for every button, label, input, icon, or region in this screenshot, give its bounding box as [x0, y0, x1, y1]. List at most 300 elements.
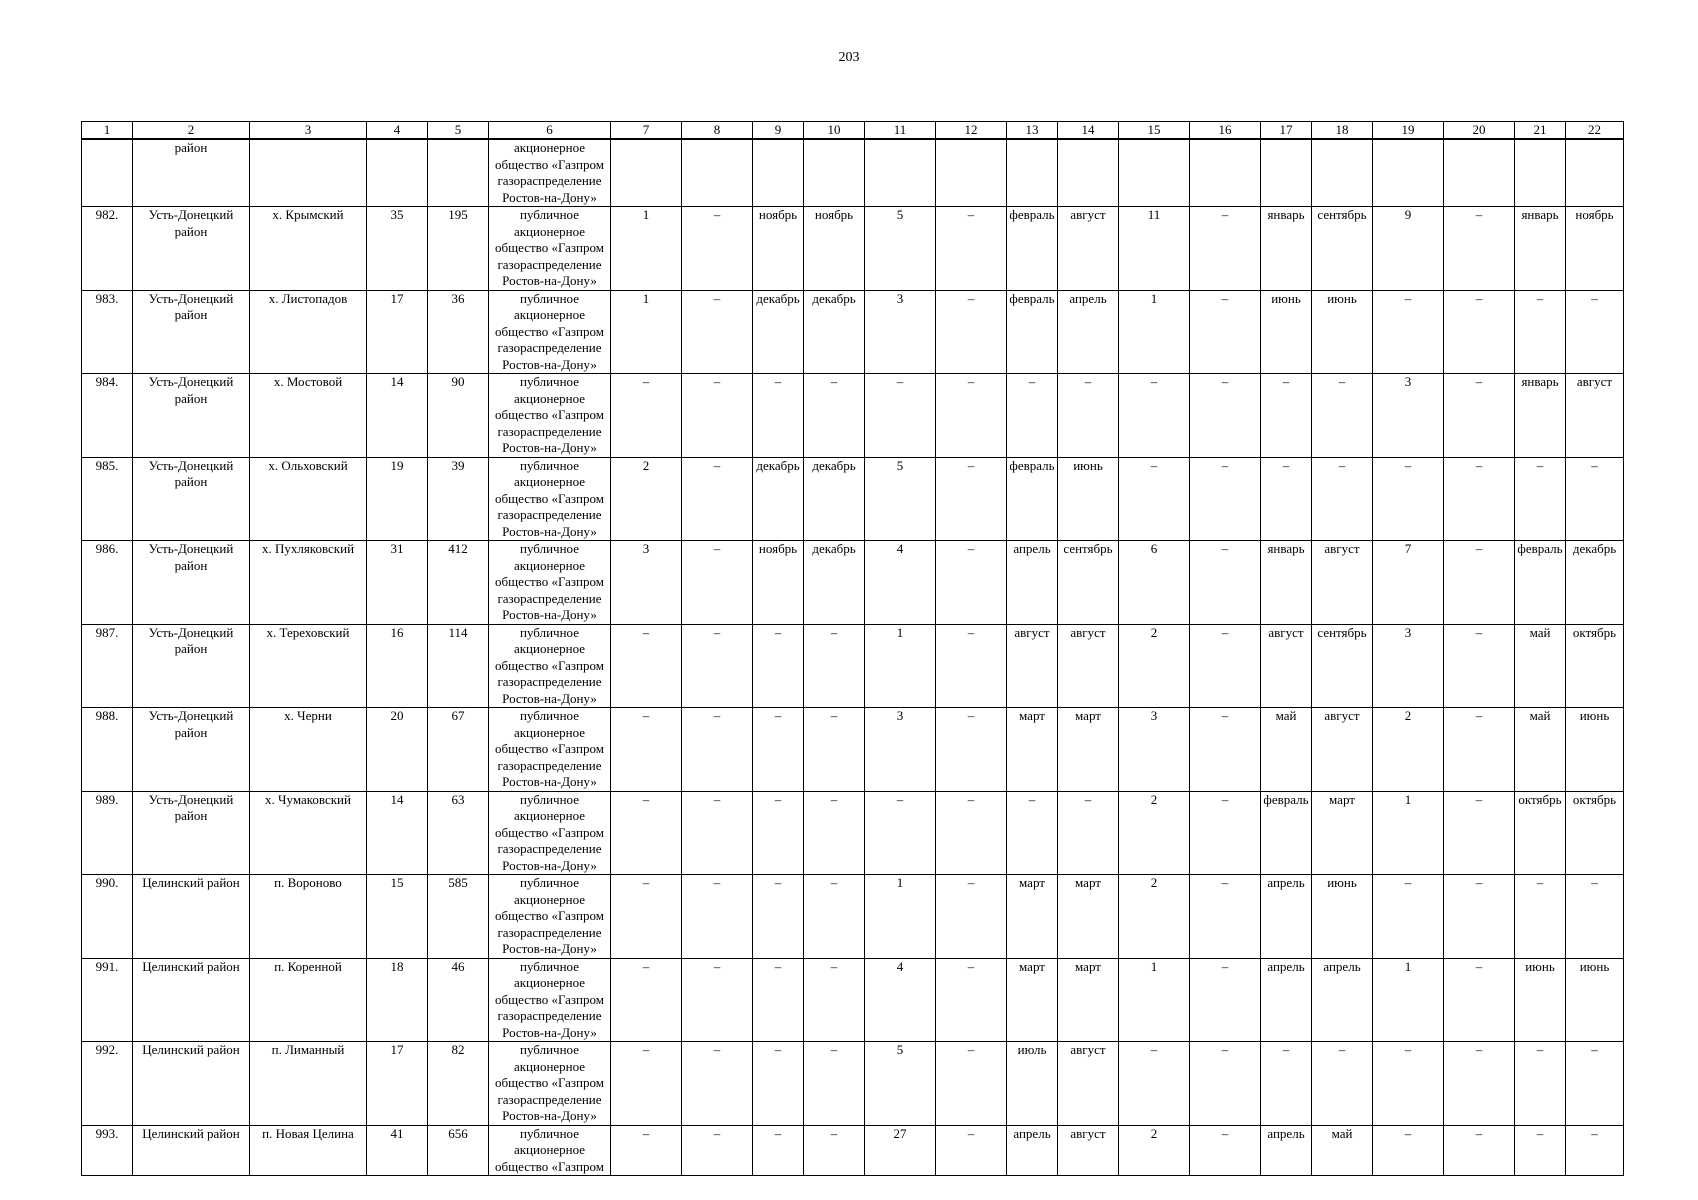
cell: – [611, 624, 682, 708]
cell: 1 [1373, 791, 1444, 875]
settlement-cell: х. Чумаковский [250, 791, 367, 875]
cell: сентябрь [1312, 624, 1373, 708]
cell [250, 139, 367, 207]
cell: – [1373, 875, 1444, 959]
table-row [82, 541, 1624, 625]
cell: – [1190, 624, 1261, 708]
cell: – [753, 708, 804, 792]
cell: – [1190, 708, 1261, 792]
cell: 41 [367, 1125, 428, 1176]
cell [865, 139, 936, 207]
cell: – [753, 958, 804, 1042]
cell: 17 [367, 1042, 428, 1126]
cell [611, 139, 682, 207]
owner-cell: акционерное общество «Газпром газораспределение Ростов-на-Дону» [489, 139, 611, 207]
cell: 46 [428, 958, 489, 1042]
cell: – [1515, 1125, 1566, 1176]
cell: – [1190, 374, 1261, 458]
cell: 195 [428, 207, 489, 291]
cell: май [1515, 708, 1566, 792]
cell: январь [1515, 207, 1566, 291]
cell [1007, 139, 1058, 207]
cell: – [804, 1125, 865, 1176]
column-number-header: 14 [1058, 122, 1119, 140]
cell: декабрь [1566, 541, 1624, 625]
owner-cell: публичное акционерное общество «Газпром газораспределение Ростов-на-Дону» [489, 541, 611, 625]
column-number-header: 4 [367, 122, 428, 140]
cell: – [1007, 374, 1058, 458]
cell: 39 [428, 457, 489, 541]
cell [936, 139, 1007, 207]
cell: – [1190, 541, 1261, 625]
cell: – [611, 1125, 682, 1176]
cell: – [804, 875, 865, 959]
cell: декабрь [753, 290, 804, 374]
cell: – [1190, 958, 1261, 1042]
cell: – [1444, 207, 1515, 291]
owner-cell: публичное акционерное общество «Газпром газораспределение Ростов-на-Дону» [489, 207, 611, 291]
cell: апрель [1058, 290, 1119, 374]
table-row [82, 875, 1624, 959]
cell: – [936, 541, 1007, 625]
cell: 9 [1373, 207, 1444, 291]
cell: 27 [865, 1125, 936, 1176]
cell: – [1190, 875, 1261, 959]
cell [1444, 139, 1515, 207]
cell [1312, 139, 1373, 207]
cell: ноябрь [753, 541, 804, 625]
column-number-header: 8 [682, 122, 753, 140]
district-cell: Целинский район [133, 875, 250, 959]
cell: 5 [865, 457, 936, 541]
cell: 4 [865, 541, 936, 625]
settlement-cell: п. Вороново [250, 875, 367, 959]
row-number-cell: 987. [82, 624, 133, 708]
table-row [82, 207, 1624, 291]
cell: август [1058, 1042, 1119, 1126]
cell: июнь [1261, 290, 1312, 374]
cell: 5 [865, 1042, 936, 1126]
column-number-header: 6 [489, 122, 611, 140]
cell: февраль [1007, 207, 1058, 291]
cell: – [611, 791, 682, 875]
cell: – [1444, 1042, 1515, 1126]
settlement-cell: х. Черни [250, 708, 367, 792]
cell: – [936, 1125, 1007, 1176]
cell: 4 [865, 958, 936, 1042]
cell: август [1312, 708, 1373, 792]
cell: март [1007, 875, 1058, 959]
cell: – [1261, 457, 1312, 541]
continuation-row [82, 139, 1624, 207]
cell: – [804, 708, 865, 792]
district-cell: Целинский район [133, 1042, 250, 1126]
cell: 90 [428, 374, 489, 458]
cell [367, 139, 428, 207]
cell: – [753, 624, 804, 708]
cell: август [1261, 624, 1312, 708]
cell: 82 [428, 1042, 489, 1126]
cell [1058, 139, 1119, 207]
cell: – [611, 875, 682, 959]
cell: – [936, 624, 1007, 708]
cell: 20 [367, 708, 428, 792]
cell [1515, 139, 1566, 207]
cell: 1 [1373, 958, 1444, 1042]
cell: 2 [611, 457, 682, 541]
cell: 31 [367, 541, 428, 625]
cell: 1 [611, 290, 682, 374]
cell: август [1312, 541, 1373, 625]
cell: – [804, 1042, 865, 1126]
cell: октябрь [1566, 624, 1624, 708]
cell: сентябрь [1312, 207, 1373, 291]
column-number-header: 3 [250, 122, 367, 140]
owner-cell: публичное акционерное общество «Газпром газораспределение Ростов-на-Дону» [489, 958, 611, 1042]
cell: март [1312, 791, 1373, 875]
column-number-header: 15 [1119, 122, 1190, 140]
column-number-header: 13 [1007, 122, 1058, 140]
table-row [82, 290, 1624, 374]
owner-cell: публичное акционерное общество «Газпром газораспределение Ростов-на-Дону» [489, 875, 611, 959]
cell: – [1190, 290, 1261, 374]
district-cell: Усть-Донецкий район [133, 457, 250, 541]
cell: – [1261, 374, 1312, 458]
cell: – [682, 207, 753, 291]
cell: август [1058, 207, 1119, 291]
cell: – [1444, 374, 1515, 458]
cell: – [1444, 624, 1515, 708]
cell: – [936, 1042, 1007, 1126]
cell: – [682, 374, 753, 458]
cell: – [804, 958, 865, 1042]
column-number-header: 21 [1515, 122, 1566, 140]
cell: 5 [865, 207, 936, 291]
cell: май [1312, 1125, 1373, 1176]
cell: 585 [428, 875, 489, 959]
cell: апрель [1261, 875, 1312, 959]
cell: – [682, 624, 753, 708]
settlement-cell: х. Мостовой [250, 374, 367, 458]
cell: – [865, 374, 936, 458]
cell [1566, 139, 1624, 207]
cell: – [936, 708, 1007, 792]
owner-cell: публичное акционерное общество «Газпром газораспределение Ростов-на-Дону» [489, 1042, 611, 1126]
table-row [82, 958, 1624, 1042]
row-number-cell: 983. [82, 290, 133, 374]
cell: апрель [1312, 958, 1373, 1042]
cell: – [936, 290, 1007, 374]
cell: – [1373, 457, 1444, 541]
column-number-header: 12 [936, 122, 1007, 140]
cell: декабрь [753, 457, 804, 541]
district-cell: район [133, 139, 250, 207]
cell [82, 139, 133, 207]
settlement-cell: х. Пухляковский [250, 541, 367, 625]
column-number-header: 11 [865, 122, 936, 140]
cell: май [1515, 624, 1566, 708]
settlement-cell: п. Лиманный [250, 1042, 367, 1126]
cell: – [1007, 791, 1058, 875]
cell: 2 [1119, 875, 1190, 959]
cell: январь [1261, 207, 1312, 291]
cell: август [1058, 1125, 1119, 1176]
column-number-header: 22 [1566, 122, 1624, 140]
cell: 3 [611, 541, 682, 625]
table-row [82, 708, 1624, 792]
column-number-header: 18 [1312, 122, 1373, 140]
cell [804, 139, 865, 207]
row-number-cell: 984. [82, 374, 133, 458]
cell: 3 [1373, 374, 1444, 458]
cell: – [1566, 290, 1624, 374]
district-cell: Целинский район [133, 1125, 250, 1176]
cell: март [1007, 708, 1058, 792]
cell: – [1444, 708, 1515, 792]
cell: – [1566, 1125, 1624, 1176]
cell: июнь [1312, 875, 1373, 959]
cell: – [1444, 958, 1515, 1042]
cell: март [1058, 875, 1119, 959]
cell: 412 [428, 541, 489, 625]
row-number-cell: 985. [82, 457, 133, 541]
cell: 35 [367, 207, 428, 291]
cell: февраль [1007, 457, 1058, 541]
owner-cell: публичное акционерное общество «Газпром газораспределение Ростов-на-Дону» [489, 374, 611, 458]
cell: – [682, 1125, 753, 1176]
cell [1119, 139, 1190, 207]
cell: ноябрь [753, 207, 804, 291]
settlement-cell: х. Тереховский [250, 624, 367, 708]
cell: апрель [1261, 1125, 1312, 1176]
cell: июнь [1515, 958, 1566, 1042]
cell: апрель [1261, 958, 1312, 1042]
cell: – [1373, 1125, 1444, 1176]
cell: 1 [865, 875, 936, 959]
cell: сентябрь [1058, 541, 1119, 625]
cell: декабрь [804, 457, 865, 541]
cell: – [1312, 457, 1373, 541]
cell: 18 [367, 958, 428, 1042]
cell: – [1444, 875, 1515, 959]
cell: апрель [1007, 541, 1058, 625]
cell [753, 139, 804, 207]
cell: июнь [1566, 708, 1624, 792]
cell: – [611, 374, 682, 458]
cell: – [1515, 457, 1566, 541]
cell: 63 [428, 791, 489, 875]
cell: 3 [865, 290, 936, 374]
cell: – [936, 374, 1007, 458]
cell: 2 [1119, 791, 1190, 875]
cell: – [936, 958, 1007, 1042]
cell: ноябрь [804, 207, 865, 291]
cell: – [1312, 1042, 1373, 1126]
cell: – [936, 207, 1007, 291]
cell: июнь [1312, 290, 1373, 374]
cell: – [682, 791, 753, 875]
cell: – [1312, 374, 1373, 458]
column-number-header: 7 [611, 122, 682, 140]
cell: – [936, 875, 1007, 959]
cell [1190, 139, 1261, 207]
table-row [82, 791, 1624, 875]
cell: – [1058, 374, 1119, 458]
row-number-cell: 982. [82, 207, 133, 291]
cell: – [1190, 1042, 1261, 1126]
cell: март [1007, 958, 1058, 1042]
district-cell: Целинский район [133, 958, 250, 1042]
cell: апрель [1007, 1125, 1058, 1176]
cell: – [682, 958, 753, 1042]
cell: – [1261, 1042, 1312, 1126]
cell: – [804, 374, 865, 458]
cell: июнь [1058, 457, 1119, 541]
cell: 1 [865, 624, 936, 708]
page-number: 203 [838, 50, 860, 65]
settlement-cell: п. Новая Целина [250, 1125, 367, 1176]
row-number-cell: 989. [82, 791, 133, 875]
cell: 6 [1119, 541, 1190, 625]
column-number-header: 5 [428, 122, 489, 140]
cell: – [611, 708, 682, 792]
district-cell: Усть-Донецкий район [133, 624, 250, 708]
owner-cell: публичное акционерное общество «Газпром газораспределение Ростов-на-Дону» [489, 624, 611, 708]
table-row [82, 457, 1624, 541]
cell: 15 [367, 875, 428, 959]
cell: 2 [1119, 1125, 1190, 1176]
cell: 2 [1373, 708, 1444, 792]
cell: 14 [367, 374, 428, 458]
cell: – [1190, 457, 1261, 541]
district-cell: Усть-Донецкий район [133, 207, 250, 291]
cell [428, 139, 489, 207]
cell: – [804, 624, 865, 708]
cell: август [1007, 624, 1058, 708]
cell: – [682, 1042, 753, 1126]
cell: – [682, 457, 753, 541]
cell: – [682, 541, 753, 625]
district-cell: Усть-Донецкий район [133, 791, 250, 875]
cell: февраль [1007, 290, 1058, 374]
cell: февраль [1261, 791, 1312, 875]
cell: 3 [1373, 624, 1444, 708]
cell: январь [1261, 541, 1312, 625]
cell: август [1566, 374, 1624, 458]
cell: 19 [367, 457, 428, 541]
cell: 1 [1119, 290, 1190, 374]
cell: – [1515, 1042, 1566, 1126]
cell: – [1566, 875, 1624, 959]
cell: 36 [428, 290, 489, 374]
cell [1373, 139, 1444, 207]
cell: – [936, 791, 1007, 875]
column-number-header: 19 [1373, 122, 1444, 140]
column-number-header: 2 [133, 122, 250, 140]
column-number-header: 1 [82, 122, 133, 140]
row-number-cell: 992. [82, 1042, 133, 1126]
cell: 2 [1119, 624, 1190, 708]
cell: январь [1515, 374, 1566, 458]
cell: 67 [428, 708, 489, 792]
cell: 1 [1119, 958, 1190, 1042]
cell: – [1119, 457, 1190, 541]
cell: декабрь [804, 541, 865, 625]
cell: – [865, 791, 936, 875]
cell: 17 [367, 290, 428, 374]
district-cell: Усть-Донецкий район [133, 541, 250, 625]
settlement-cell: п. Коренной [250, 958, 367, 1042]
cell: – [611, 1042, 682, 1126]
cell: – [1444, 290, 1515, 374]
cell: – [1058, 791, 1119, 875]
cell: – [1566, 1042, 1624, 1126]
cell: – [682, 708, 753, 792]
owner-cell: публичное акционерное общество «Газпром [489, 1125, 611, 1176]
row-number-cell: 988. [82, 708, 133, 792]
table-row [82, 374, 1624, 458]
column-number-header: 9 [753, 122, 804, 140]
district-cell: Усть-Донецкий район [133, 290, 250, 374]
cell: – [1444, 541, 1515, 625]
cell: ноябрь [1566, 207, 1624, 291]
table-row [82, 1125, 1624, 1176]
cell: – [753, 1042, 804, 1126]
cell: – [682, 290, 753, 374]
cell [682, 139, 753, 207]
settlement-cell: х. Крымский [250, 207, 367, 291]
cell: – [804, 791, 865, 875]
data-table [81, 121, 1624, 1176]
cell: – [1119, 1042, 1190, 1126]
cell: октябрь [1515, 791, 1566, 875]
cell: июль [1007, 1042, 1058, 1126]
district-cell: Усть-Донецкий район [133, 374, 250, 458]
cell: октябрь [1566, 791, 1624, 875]
cell: – [611, 958, 682, 1042]
column-number-header: 20 [1444, 122, 1515, 140]
cell [1261, 139, 1312, 207]
settlement-cell: х. Листопадов [250, 290, 367, 374]
cell: – [753, 875, 804, 959]
row-number-cell: 990. [82, 875, 133, 959]
cell: 14 [367, 791, 428, 875]
table-row [82, 624, 1624, 708]
cell: – [682, 875, 753, 959]
cell: 656 [428, 1125, 489, 1176]
cell: – [1566, 457, 1624, 541]
cell: – [753, 791, 804, 875]
cell: март [1058, 708, 1119, 792]
owner-cell: публичное акционерное общество «Газпром газораспределение Ростов-на-Дону» [489, 457, 611, 541]
cell: – [1444, 1125, 1515, 1176]
table-row [82, 1042, 1624, 1126]
cell: 1 [611, 207, 682, 291]
owner-cell: публичное акционерное общество «Газпром газораспределение Ростов-на-Дону» [489, 290, 611, 374]
cell: – [1190, 791, 1261, 875]
cell: – [936, 457, 1007, 541]
cell: 7 [1373, 541, 1444, 625]
cell: – [1373, 290, 1444, 374]
cell: – [1515, 875, 1566, 959]
cell: 3 [865, 708, 936, 792]
cell: декабрь [804, 290, 865, 374]
owner-cell: публичное акционерное общество «Газпром газораспределение Ростов-на-Дону» [489, 791, 611, 875]
cell: май [1261, 708, 1312, 792]
cell: – [1190, 1125, 1261, 1176]
cell: – [753, 1125, 804, 1176]
row-number-cell: 993. [82, 1125, 133, 1176]
